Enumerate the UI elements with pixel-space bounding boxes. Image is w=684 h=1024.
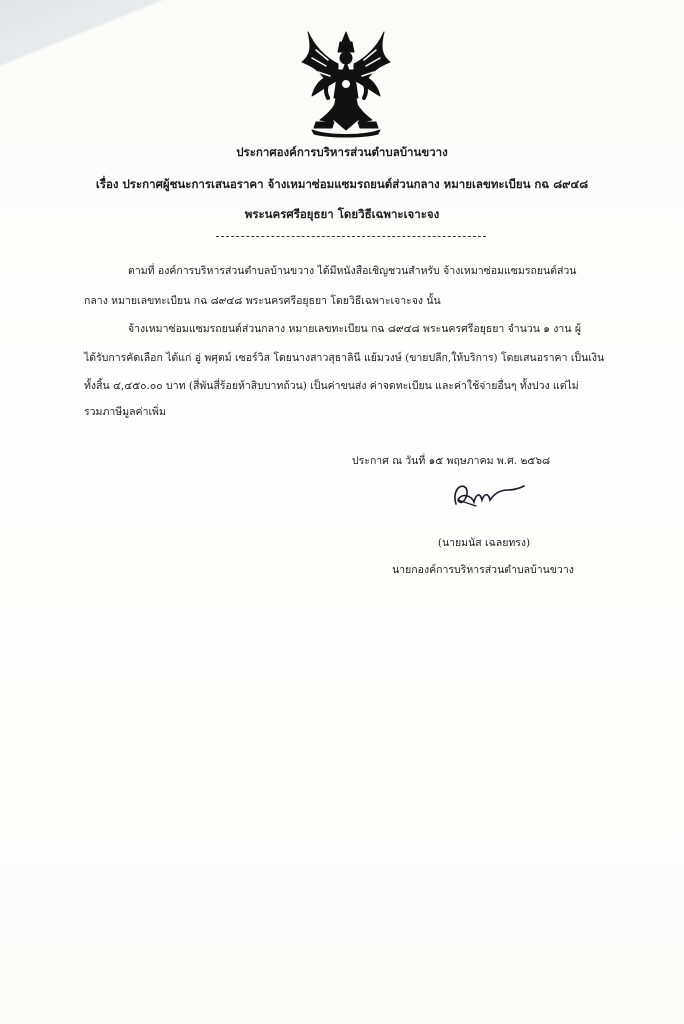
announcement-date: ประกาศ ณ วันที่ ๑๕ พฤษภาคม พ.ศ. ๒๕๖๘ xyxy=(352,455,551,467)
garuda-emblem-icon xyxy=(298,26,394,138)
paragraph1-line1: ตามที่ องค์การบริหารส่วนตำบลบ้านขวาง ได้มีหนังสือเชิญชวนสำหรับ จ้างเหมาซ่อมแซมรถยนต์ส่วน xyxy=(128,265,577,277)
paragraph2-line2: ได้รับการคัดเลือก ได้แก่ อู่ พศุตม์ เซอร์วิส โดยนางสาวสุธาลินี แย้มวงษ์ (ขายปลีก,ให้บริการ) โดยเสนอราคา เป็นเงิน xyxy=(84,352,605,364)
header-subject-continued: พระนครศรีอยุธยา โดยวิธีเฉพาะเจาะจง xyxy=(244,207,440,221)
paragraph2-line1: จ้างเหมาซ่อมแซมรถยนต์ส่วนกลาง หมายเลขทะเบียน กฉ ๘๙๔๘ พระนครศรีอยุธยา จำนวน ๑ งาน ผู้ xyxy=(128,323,581,335)
header-org-title: ประกาศองค์การบริหารส่วนตำบลบ้านขวาง xyxy=(236,145,448,159)
signer-position: นายกองค์การบริหารส่วนตำบลบ้านขวาง xyxy=(392,564,574,576)
scan-shadow xyxy=(0,0,263,135)
header-subject: เรื่อง ประกาศผู้ชนะการเสนอราคา จ้างเหมาซ่อมแซมรถยนต์ส่วนกลาง หมายเลขทะเบียน กฉ ๘๙๔๘ xyxy=(95,177,589,191)
dashed-divider xyxy=(216,236,486,237)
paragraph1-line2: กลาง หมายเลขทะเบียน กฉ ๘๙๔๘ พระนครศรีอยุธยา โดยวิธีเฉพาะเจาะจง นั้น xyxy=(84,295,441,307)
paragraph2-line4: รวมภาษีมูลค่าเพิ่ม xyxy=(84,406,166,418)
signer-name: (นายมนัส เฉลยทรง) xyxy=(437,537,531,549)
paragraph2-line3: ทั้งสิ้น ๔,๔๕๐.๐๐ บาท (สี่พันสี่ร้อยห้าสิบบาทถ้วน) เป็นค่าขนส่ง ค่าจดทะเบียน และค่าใช้จ่ายอื่นๆ ทั้งปวง แต่ไม่ xyxy=(84,380,579,392)
handwritten-signature-icon xyxy=(448,478,528,514)
